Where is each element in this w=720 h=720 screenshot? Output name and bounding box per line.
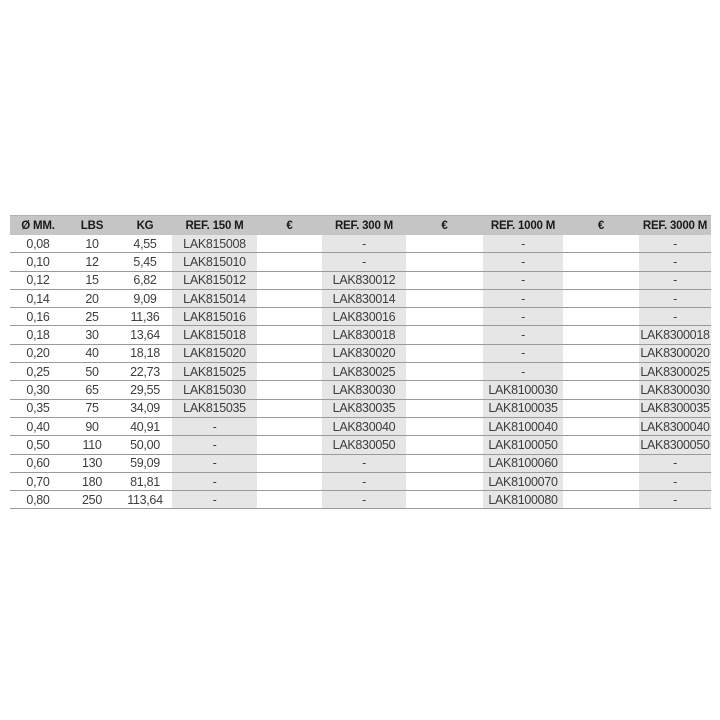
value-cell: 4,55: [118, 235, 172, 253]
value-cell: [563, 472, 639, 490]
ref-code-cell: LAK830012: [322, 271, 406, 289]
value-cell: 0,80: [10, 491, 66, 509]
ref-code-cell: -: [639, 472, 711, 490]
value-cell: 59,09: [118, 454, 172, 472]
value-cell: 0,35: [10, 399, 66, 417]
value-cell: [406, 472, 483, 490]
value-cell: 0,70: [10, 472, 66, 490]
column-header-euro-1000m: €: [563, 216, 639, 236]
ref-code-cell: LAK8300040: [639, 417, 711, 435]
value-cell: [257, 308, 322, 326]
value-cell: 50,00: [118, 436, 172, 454]
ref-code-cell: -: [639, 454, 711, 472]
ref-code-cell: LAK8100050: [483, 436, 563, 454]
value-cell: 130: [66, 454, 118, 472]
table-header-row: [10, 216, 711, 236]
table-row: [10, 417, 711, 435]
value-cell: [257, 363, 322, 381]
ref-code-cell: -: [639, 235, 711, 253]
ref-code-cell: LAK8100060: [483, 454, 563, 472]
table-row: [10, 271, 711, 289]
value-cell: 22,73: [118, 363, 172, 381]
value-cell: [406, 436, 483, 454]
table-row: [10, 289, 711, 307]
ref-code-cell: -: [483, 253, 563, 271]
ref-code-cell: -: [483, 344, 563, 362]
ref-code-cell: -: [483, 363, 563, 381]
ref-code-cell: LAK830050: [322, 436, 406, 454]
table-row: [10, 308, 711, 326]
value-cell: 75: [66, 399, 118, 417]
value-cell: 5,45: [118, 253, 172, 271]
value-cell: [563, 271, 639, 289]
ref-code-cell: -: [172, 472, 257, 490]
ref-code-cell: LAK830035: [322, 399, 406, 417]
ref-code-cell: -: [172, 491, 257, 509]
ref-code-cell: -: [322, 472, 406, 490]
ref-code-cell: LAK8300020: [639, 344, 711, 362]
ref-code-cell: LAK8300035: [639, 399, 711, 417]
value-cell: [563, 381, 639, 399]
value-cell: [257, 271, 322, 289]
value-cell: 90: [66, 417, 118, 435]
ref-code-cell: LAK8300018: [639, 326, 711, 344]
ref-code-cell: -: [172, 417, 257, 435]
value-cell: [406, 289, 483, 307]
column-header-lbs: LBS: [66, 216, 118, 236]
value-cell: 0,40: [10, 417, 66, 435]
table-row: [10, 344, 711, 362]
value-cell: [563, 491, 639, 509]
value-cell: [563, 399, 639, 417]
ref-code-cell: -: [322, 253, 406, 271]
table-row: [10, 491, 711, 509]
value-cell: 0,12: [10, 271, 66, 289]
value-cell: [563, 326, 639, 344]
value-cell: 0,60: [10, 454, 66, 472]
table-row: [10, 472, 711, 490]
ref-code-cell: -: [483, 289, 563, 307]
ref-code-cell: LAK8100070: [483, 472, 563, 490]
value-cell: 12: [66, 253, 118, 271]
ref-code-cell: LAK815010: [172, 253, 257, 271]
ref-code-cell: LAK815035: [172, 399, 257, 417]
value-cell: 15: [66, 271, 118, 289]
value-cell: 30: [66, 326, 118, 344]
ref-code-cell: LAK8300050: [639, 436, 711, 454]
ref-code-cell: LAK830018: [322, 326, 406, 344]
value-cell: [257, 344, 322, 362]
value-cell: 250: [66, 491, 118, 509]
table-body: [10, 235, 711, 509]
value-cell: [406, 271, 483, 289]
ref-code-cell: -: [322, 235, 406, 253]
column-header-euro-150m: €: [257, 216, 322, 236]
ref-code-cell: -: [639, 289, 711, 307]
table-row: [10, 399, 711, 417]
table-row: [10, 235, 711, 253]
ref-code-cell: LAK830020: [322, 344, 406, 362]
value-cell: [257, 326, 322, 344]
ref-code-cell: LAK815012: [172, 271, 257, 289]
value-cell: 25: [66, 308, 118, 326]
value-cell: [257, 454, 322, 472]
value-cell: [563, 454, 639, 472]
ref-code-cell: LAK8300030: [639, 381, 711, 399]
value-cell: [257, 235, 322, 253]
value-cell: 0,16: [10, 308, 66, 326]
ref-code-cell: LAK815014: [172, 289, 257, 307]
value-cell: [406, 326, 483, 344]
value-cell: 50: [66, 363, 118, 381]
value-cell: 113,64: [118, 491, 172, 509]
value-cell: [406, 399, 483, 417]
value-cell: [257, 472, 322, 490]
value-cell: [406, 363, 483, 381]
ref-code-cell: -: [639, 253, 711, 271]
value-cell: 0,08: [10, 235, 66, 253]
ref-code-cell: -: [322, 491, 406, 509]
table-row: [10, 381, 711, 399]
ref-code-cell: -: [483, 326, 563, 344]
ref-code-cell: LAK815016: [172, 308, 257, 326]
ref-code-cell: LAK830025: [322, 363, 406, 381]
value-cell: 18,18: [118, 344, 172, 362]
value-cell: 29,55: [118, 381, 172, 399]
value-cell: 20: [66, 289, 118, 307]
value-cell: [406, 381, 483, 399]
value-cell: 34,09: [118, 399, 172, 417]
value-cell: 9,09: [118, 289, 172, 307]
ref-code-cell: -: [172, 436, 257, 454]
ref-code-cell: LAK815008: [172, 235, 257, 253]
ref-code-cell: LAK8100030: [483, 381, 563, 399]
column-header-euro-300m: €: [406, 216, 483, 236]
ref-code-cell: LAK830030: [322, 381, 406, 399]
value-cell: [563, 308, 639, 326]
value-cell: 180: [66, 472, 118, 490]
ref-code-cell: -: [639, 308, 711, 326]
value-cell: 81,81: [118, 472, 172, 490]
value-cell: [563, 235, 639, 253]
value-cell: 0,20: [10, 344, 66, 362]
value-cell: 0,18: [10, 326, 66, 344]
ref-code-cell: LAK830016: [322, 308, 406, 326]
table-row: [10, 436, 711, 454]
ref-code-cell: LAK815030: [172, 381, 257, 399]
ref-code-cell: LAK815020: [172, 344, 257, 362]
ref-code-cell: -: [483, 235, 563, 253]
ref-code-cell: LAK815018: [172, 326, 257, 344]
value-cell: [563, 417, 639, 435]
ref-code-cell: -: [639, 491, 711, 509]
value-cell: [563, 344, 639, 362]
value-cell: [563, 253, 639, 271]
ref-code-cell: -: [172, 454, 257, 472]
value-cell: 40,91: [118, 417, 172, 435]
value-cell: [563, 436, 639, 454]
ref-code-cell: LAK830014: [322, 289, 406, 307]
ref-code-cell: LAK8100040: [483, 417, 563, 435]
ref-code-cell: -: [322, 454, 406, 472]
value-cell: [257, 417, 322, 435]
column-header-ref-150m: REF. 150 M: [172, 216, 257, 236]
value-cell: 0,30: [10, 381, 66, 399]
value-cell: [406, 454, 483, 472]
value-cell: [257, 289, 322, 307]
ref-code-cell: -: [483, 308, 563, 326]
value-cell: [257, 253, 322, 271]
ref-code-cell: -: [639, 271, 711, 289]
column-header-diameter-mm: Ø MM.: [10, 216, 66, 236]
value-cell: [406, 235, 483, 253]
value-cell: 40: [66, 344, 118, 362]
value-cell: [257, 399, 322, 417]
value-cell: [257, 436, 322, 454]
ref-code-cell: LAK815025: [172, 363, 257, 381]
column-header-kg: KG: [118, 216, 172, 236]
table-row: [10, 363, 711, 381]
column-header-ref-300m: REF. 300 M: [322, 216, 406, 236]
value-cell: [563, 363, 639, 381]
value-cell: [406, 308, 483, 326]
value-cell: [406, 417, 483, 435]
value-cell: [406, 253, 483, 271]
value-cell: 13,64: [118, 326, 172, 344]
table-row: [10, 454, 711, 472]
column-header-ref-3000m: REF. 3000 M: [639, 216, 711, 236]
table-row: [10, 326, 711, 344]
value-cell: 0,14: [10, 289, 66, 307]
value-cell: 10: [66, 235, 118, 253]
value-cell: 0,10: [10, 253, 66, 271]
value-cell: [257, 381, 322, 399]
column-header-ref-1000m: REF. 1000 M: [483, 216, 563, 236]
value-cell: [257, 491, 322, 509]
product-reference-table: [10, 215, 711, 509]
value-cell: 0,50: [10, 436, 66, 454]
value-cell: [563, 289, 639, 307]
ref-code-cell: LAK8300025: [639, 363, 711, 381]
table-row: [10, 253, 711, 271]
value-cell: 11,36: [118, 308, 172, 326]
value-cell: 110: [66, 436, 118, 454]
ref-code-cell: LAK830040: [322, 417, 406, 435]
value-cell: [406, 344, 483, 362]
ref-code-cell: -: [483, 271, 563, 289]
value-cell: 6,82: [118, 271, 172, 289]
ref-code-cell: LAK8100035: [483, 399, 563, 417]
value-cell: [406, 491, 483, 509]
value-cell: 65: [66, 381, 118, 399]
ref-code-cell: LAK8100080: [483, 491, 563, 509]
value-cell: 0,25: [10, 363, 66, 381]
